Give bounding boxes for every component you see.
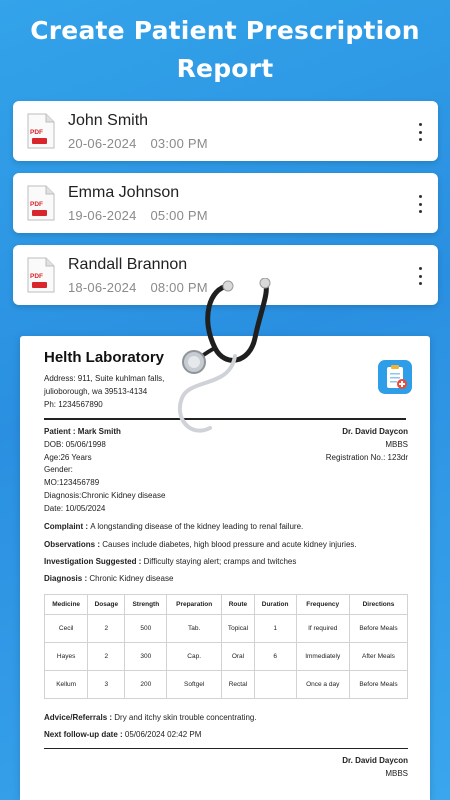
table-cell: Cecil bbox=[45, 615, 88, 643]
diagnosis-row bbox=[44, 573, 406, 584]
followup-label: Next follow-up date : bbox=[44, 730, 125, 739]
table-cell: Topical bbox=[222, 615, 255, 643]
table-cell: Before Meals bbox=[349, 671, 407, 699]
doctor-registration: Registration No.: 123dr bbox=[325, 452, 408, 462]
doctor-name: Dr. David Daycon bbox=[342, 427, 408, 436]
table-cell: Immediately bbox=[296, 643, 349, 671]
record-card[interactable] bbox=[13, 173, 438, 233]
table-cell: After Meals bbox=[349, 643, 407, 671]
table-header-cell: Strength bbox=[125, 595, 167, 615]
record-time: 05:00 PM bbox=[150, 208, 208, 223]
lab-address bbox=[44, 372, 244, 411]
footer-doctor-degree: MBBS bbox=[385, 769, 408, 778]
more-options-icon[interactable] bbox=[416, 123, 424, 141]
table-cell: If required bbox=[296, 615, 349, 643]
table-cell: 1 bbox=[254, 615, 296, 643]
patient-mobile: MO:123456789 bbox=[44, 478, 100, 488]
table-cell: 200 bbox=[125, 671, 167, 699]
page-headline bbox=[0, 12, 450, 88]
patient-info bbox=[44, 426, 165, 516]
patient-gender: Gender: bbox=[44, 465, 73, 475]
record-datetime bbox=[68, 136, 208, 151]
table-cell: Hayes bbox=[45, 643, 88, 671]
record-patient-name: Randall Brannon bbox=[68, 256, 188, 273]
headline-line-2: Report bbox=[176, 54, 274, 83]
lab-address-line-1: Address: 911, Suite kuhlman falls, bbox=[44, 374, 165, 383]
table-header-cell: Medicine bbox=[45, 595, 88, 615]
prescription-report-preview bbox=[20, 336, 430, 800]
patient-label: Patient : bbox=[44, 427, 78, 436]
patient-name: Mark Smith bbox=[77, 427, 121, 436]
table-cell: Rectal bbox=[222, 671, 255, 699]
table-row bbox=[45, 671, 408, 699]
advice-text: Dry and itchy skin trouble concentrating. bbox=[114, 713, 257, 722]
observations-text: Causes include diabetes, high blood pressure and acute kidney injuries. bbox=[102, 540, 357, 549]
table-cell: Cap. bbox=[167, 643, 222, 671]
diagnosis-text: Chronic Kidney disease bbox=[89, 574, 174, 583]
advice-row bbox=[44, 712, 406, 723]
table-cell: Before Meals bbox=[349, 615, 407, 643]
table-header-cell: Frequency bbox=[296, 595, 349, 615]
record-date: 19-06-2024 bbox=[68, 208, 137, 223]
pdf-file-icon bbox=[27, 257, 55, 293]
record-date: 18-06-2024 bbox=[68, 280, 137, 295]
more-options-icon[interactable] bbox=[416, 267, 424, 285]
investigation-text: Difficulty staying alert; cramps and twitches bbox=[143, 557, 297, 566]
pdf-badge-text: PDF bbox=[30, 129, 43, 136]
table-cell: 2 bbox=[88, 615, 125, 643]
complaint-text: A longstanding disease of the kidney leading to renal failure. bbox=[90, 522, 304, 531]
record-patient-name: John Smith bbox=[68, 112, 149, 129]
table-header-cell: Route bbox=[222, 595, 255, 615]
record-date: 20-06-2024 bbox=[68, 136, 137, 151]
table-cell: 3 bbox=[88, 671, 125, 699]
footer-doctor-info bbox=[342, 754, 408, 780]
record-card[interactable] bbox=[13, 101, 438, 161]
patient-age: Age:26 Years bbox=[44, 452, 92, 462]
pdf-badge-text: PDF bbox=[30, 201, 43, 208]
table-cell: Tab. bbox=[167, 615, 222, 643]
patient-diagnosis: Diagnosis:Chronic Kidney disease bbox=[44, 490, 166, 500]
record-patient-name: Emma Johnson bbox=[68, 184, 180, 201]
clipboard-logo-icon bbox=[378, 360, 412, 394]
medication-table bbox=[44, 594, 408, 699]
observations-row bbox=[44, 539, 406, 550]
lab-name: Helth Laboratory bbox=[44, 349, 165, 366]
doctor-degree: MBBS bbox=[385, 439, 408, 449]
table-cell: 300 bbox=[125, 643, 167, 671]
table-cell: 6 bbox=[254, 643, 296, 671]
pdf-badge-text: PDF bbox=[30, 273, 43, 280]
table-cell: 2 bbox=[88, 643, 125, 671]
table-header-cell: Preparation bbox=[167, 595, 222, 615]
header-divider bbox=[44, 418, 406, 420]
complaint-label: Complaint : bbox=[44, 522, 91, 531]
record-time: 08:00 PM bbox=[150, 280, 208, 295]
followup-row bbox=[44, 729, 406, 740]
table-cell bbox=[254, 671, 296, 699]
table-cell: Once a day bbox=[296, 671, 349, 699]
table-header-cell: Dosage bbox=[88, 595, 125, 615]
observations-label: Observations : bbox=[44, 540, 103, 549]
table-row bbox=[45, 643, 408, 671]
footer-divider bbox=[44, 748, 408, 749]
more-options-icon[interactable] bbox=[416, 195, 424, 213]
footer-doctor-name: Dr. David Daycon bbox=[342, 756, 408, 765]
medication-table-header bbox=[45, 595, 408, 615]
table-cell: 500 bbox=[125, 615, 167, 643]
lab-address-line-2: julioborough, wa 39513-4134 bbox=[44, 387, 148, 396]
headline-line-1: Create Patient Prescription bbox=[30, 16, 420, 45]
lab-phone: Ph: 1234567890 bbox=[44, 400, 103, 409]
patient-dob: DOB: 05/06/1998 bbox=[44, 439, 106, 449]
table-cell: Oral bbox=[222, 643, 255, 671]
table-header-cell: Duration bbox=[254, 595, 296, 615]
doctor-info bbox=[326, 426, 408, 464]
followup-text: 05/06/2024 02:42 PM bbox=[124, 730, 202, 739]
record-datetime bbox=[68, 208, 208, 223]
report-date: Date: 10/05/2024 bbox=[44, 503, 106, 513]
advice-label: Advice/Referrals : bbox=[44, 713, 115, 722]
investigation-label: Investigation Suggested : bbox=[44, 557, 144, 566]
diagnosis-label: Diagnosis : bbox=[44, 574, 90, 583]
pdf-file-icon bbox=[27, 113, 55, 149]
table-cell: Softgel bbox=[167, 671, 222, 699]
record-datetime bbox=[68, 280, 208, 295]
investigation-row bbox=[44, 556, 406, 567]
pdf-file-icon bbox=[27, 185, 55, 221]
table-cell: Kellum bbox=[45, 671, 88, 699]
complaint-row bbox=[44, 521, 406, 532]
table-row bbox=[45, 615, 408, 643]
table-header-cell: Directions bbox=[349, 595, 407, 615]
record-card[interactable] bbox=[13, 245, 438, 305]
record-time: 03:00 PM bbox=[150, 136, 208, 151]
